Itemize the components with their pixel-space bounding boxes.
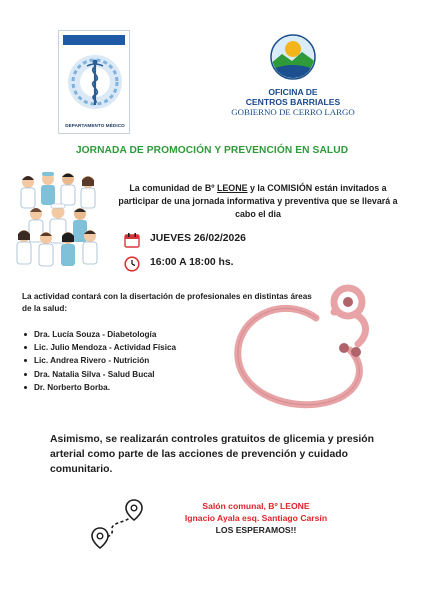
route-map-pin-icon <box>90 498 152 550</box>
oficina-centros-barriales-logo <box>218 34 368 130</box>
dept-caption: DEPARTAMENTO MÉDICO <box>65 123 125 128</box>
logo-banner <box>63 35 125 45</box>
list-item <box>22 354 252 367</box>
oficina-line-2: CENTROS BARRIALES <box>245 97 341 107</box>
activity-paragraph: La actividad contará con la disertación de profesionales en distintas áreas de la salud: <box>22 292 312 313</box>
location-place: Salón comunal, Bº LEONE <box>202 501 310 511</box>
clock-icon <box>124 256 140 272</box>
speaker-name: Dra. Natalia Silva - Salud Bucal <box>34 369 155 379</box>
flyer-title: JORNADA DE PROMOCIÓN Y PREVENCIÓN EN SALUD <box>75 145 349 156</box>
list-item <box>22 341 252 354</box>
oficina-line-1: OFICINA DE <box>268 87 318 97</box>
event-time-row <box>124 256 324 274</box>
bullet-icon <box>24 359 27 362</box>
list-item <box>22 381 252 394</box>
invitation-part-2: y la COMISIÓN están invitados a participar de una jornada informativa y preventiva que se llevará a cabo el dia <box>118 183 398 219</box>
speaker-name: Lic. Julio Mendoza - Actividad Física <box>34 343 177 353</box>
event-date-row <box>124 232 324 250</box>
speaker-name: Dr. Norberto Borba. <box>34 382 110 392</box>
stethoscope-icon <box>224 284 402 418</box>
farewell-text: LOS ESPERAMOS!! <box>215 525 297 535</box>
speaker-name: Lic. Andrea Rivero - Nutrición <box>34 356 150 366</box>
medical-caduceus-icon <box>65 49 125 115</box>
closing-paragraph: Asimismo, se realizarán controles gratuitos de glicemia y presión arterial como parte de las acciones de prevención y cuidado comunitario. <box>50 434 374 475</box>
speaker-name: Dra. Lucía Souza - Diabetología <box>34 330 157 339</box>
invitation-part-1: La comunidad de Bº <box>129 183 217 193</box>
invitation-paragraph <box>108 182 408 221</box>
speakers-list <box>22 328 252 394</box>
bullet-icon <box>24 333 27 336</box>
sun-mountain-logo-icon <box>270 34 316 80</box>
bullet-icon <box>24 373 27 376</box>
location-address: Ignacio Ayala esq. Santiago Carsín <box>184 513 328 523</box>
event-date: JUEVES 26/02/2026 <box>150 233 246 244</box>
event-time: 16:00 A 18:00 hs. <box>150 257 234 268</box>
invitation-leone: LEONE <box>216 183 248 193</box>
departamento-medico-logo <box>58 30 130 134</box>
oficina-line-3: GOBIERNO DE CERRO LARGO <box>231 107 355 117</box>
location-block <box>156 500 356 536</box>
list-item <box>22 328 252 341</box>
calendar-icon <box>124 232 140 248</box>
medical-team-illustration-icon <box>14 170 102 268</box>
bullet-icon <box>24 386 27 389</box>
list-item <box>22 368 252 381</box>
bullet-icon <box>24 346 27 349</box>
